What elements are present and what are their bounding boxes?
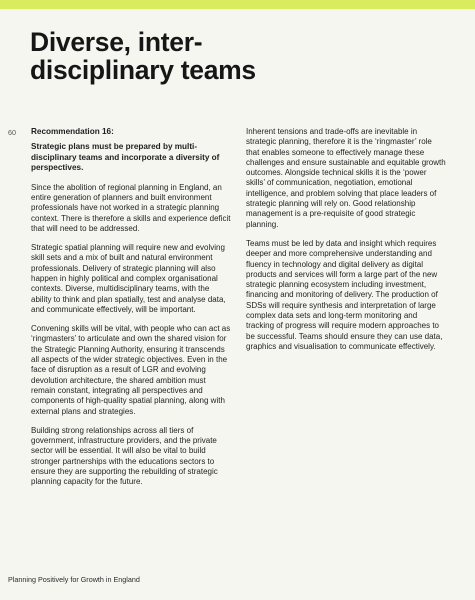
right-column — [246, 127, 446, 361]
body-paragraph: Building strong relationships across all tiers of government, infrastructure providers, and the private sector will be essential. It will also be vital to build stronger partnerships with the educations sectors to ensure they are supporting the rebuilding of strategic planning capacity for the future. — [31, 425, 218, 487]
body-paragraph: Strategic spatial planning will require new and evolving skill sets and a mix of built and natural environment professionals. Delivery of strategic planning will also happen in highly political and complex organisational contexts. Diverse, multidisciplinary teams, with the ability to think and plan spatially, test and analyse data, and communicate effectively, will be important. — [31, 243, 226, 314]
footer-title: Planning Positively for Growth in England — [8, 575, 140, 584]
recommendation-lead: Strategic plans must be prepared by multi-disciplinary teams and incorporate a diversity of perspectives. — [31, 142, 220, 173]
body-paragraph: Inherent tensions and trade-offs are inevitable in strategic planning, therefore it is the ‘ringmaster’ role that enables someone to effectively manage these challenges and ensure sustainable and equitable growth outcomes. Alongside technical skills it is the ‘power skills’ of communication, negotiation, emotional intelligence, and problem solving that place leaders of strategic planning will rely on. Good relationship management is a pre-requisite of good strategic planning. — [246, 127, 446, 229]
accent-bar — [0, 0, 475, 9]
page-title: Diverse, inter- disciplinary teams — [30, 27, 256, 85]
body-paragraph: Convening skills will be vital, with people who can act as ‘ringmasters’ to articulate and own the shared vision for the Strategic Planning Authority, ensuring it transcends all aspects of the wider strategic objectives. Even in the face of disruption as a result of LGR and evolving devolution architecture, the shared ambition must remain constant, integrating all perspectives and components of high-quality spatial planning, along with external plans and strategies. — [31, 324, 231, 416]
body-paragraph: Since the abolition of regional planning in England, an entire generation of planners and built environment professionals have not worked in a strategic planning context. There is therefore a skills and experience deficit that will need to be addressed. — [31, 182, 231, 233]
left-column — [31, 127, 231, 497]
body-paragraph: Teams must be led by data and insight which requires deeper and more comprehensive understanding and fluency in technology and digital delivery as digital products and services will form a large part of the new strategic planning ecosystem including investment, financing and monitoring of delivery. The production of SDSs will require synthesis and interpretation of large complex data sets and long-term monitoring and tracking of progress will require modern approaches to be successful. Teams should ensure they can use data, graphics and visualisation to communicate effectively. — [246, 238, 443, 351]
recommendation-heading: Recommendation 16: — [31, 127, 114, 136]
page-number: 60 — [8, 128, 16, 137]
